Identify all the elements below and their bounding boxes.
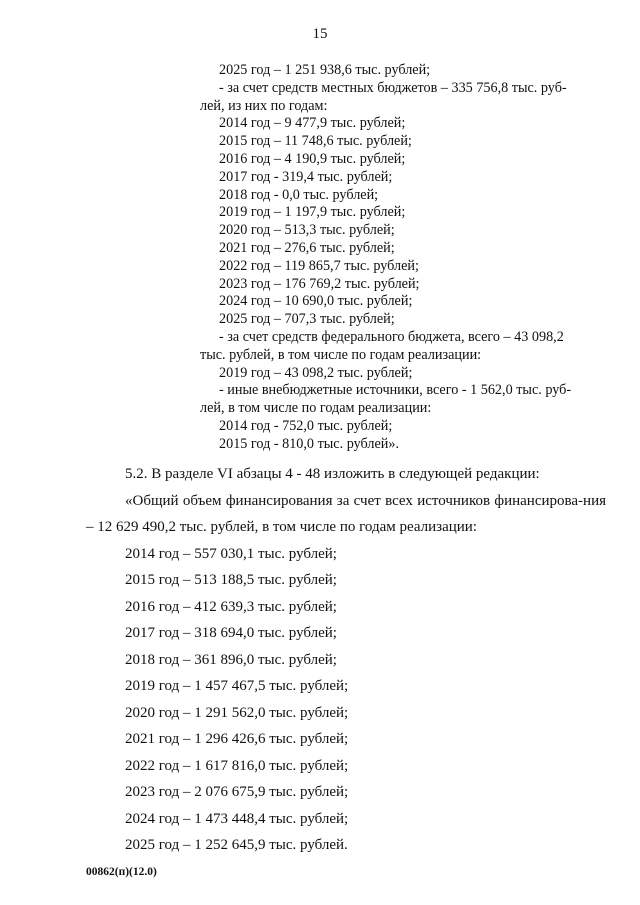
page-number: 15 (312, 26, 328, 42)
funding-line: - за счет средств местных бюджетов – 335 756,8 тыс. руб- (219, 79, 567, 96)
funding-line: - иные внебюджетные источники, всего - 1 562,0 тыс. руб- (219, 382, 572, 399)
funding-line: 2020 год – 513,3 тыс. рублей; (219, 222, 395, 239)
year-total-line: 2019 год – 1 457 467,5 тыс. рублей; (125, 678, 349, 694)
funding-continuation-block (200, 62, 600, 454)
year-total-line: 2017 год – 318 694,0 тыс. рублей; (125, 625, 337, 641)
section-heading: 5.2. В разделе VI абзацы 4 - 48 изложить в следующей редакции: (125, 466, 540, 482)
funding-line: лей, из них по годам: (200, 97, 328, 114)
funding-line: 2014 год - 752,0 тыс. рублей; (219, 417, 393, 434)
year-total-line: 2023 год – 2 076 675,9 тыс. рублей; (125, 784, 349, 800)
funding-line: 2022 год – 119 865,7 тыс. рублей; (219, 257, 419, 274)
funding-line: 2023 год – 176 769,2 тыс. рублей; (219, 275, 420, 292)
funding-line: 2015 год - 810,0 тыс. рублей». (219, 435, 399, 452)
funding-line: 2018 год - 0,0 тыс. рублей; (219, 186, 379, 203)
year-total-line: 2020 год – 1 291 562,0 тыс. рублей; (125, 704, 349, 721)
year-total-line: 2018 год – 361 896,0 тыс. рублей; (125, 651, 337, 668)
year-total-line: 2022 год – 1 617 816,0 тыс. рублей; (125, 757, 349, 774)
years-list (86, 541, 606, 859)
document-code: 00862(п)(12.0) (86, 866, 157, 878)
year-total-line: 2021 год – 1 296 426,6 тыс. рублей; (125, 731, 349, 747)
funding-line: 2016 год – 4 190,9 тыс. рублей; (219, 150, 406, 167)
funding-line: 2024 год – 10 690,0 тыс. рублей; (219, 293, 413, 310)
year-total-line: 2025 год – 1 252 645,9 тыс. рублей. (125, 837, 348, 853)
funding-line: 2019 год – 1 197,9 тыс. рублей; (219, 204, 406, 221)
funding-line: лей, в том числе по годам реализации: (200, 400, 432, 417)
funding-line: 2021 год – 276,6 тыс. рублей; (219, 239, 395, 256)
funding-line: 2025 год – 1 251 938,6 тыс. рублей; (219, 62, 431, 78)
year-total-line: 2014 год – 557 030,1 тыс. рублей; (125, 545, 337, 562)
funding-line: 2025 год – 707,3 тыс. рублей; (219, 311, 395, 328)
funding-line: - за счет средств федерального бюджета, всего – 43 098,2 (219, 328, 564, 345)
year-total-line: 2015 год – 513 188,5 тыс. рублей; (125, 572, 337, 588)
year-total-line: 2016 год – 412 639,3 тыс. рублей; (125, 598, 337, 615)
funding-line: 2015 год – 11 748,6 тыс. рублей; (219, 133, 412, 150)
year-total-line: 2024 год – 1 473 448,4 тыс. рублей; (125, 810, 349, 827)
funding-line: 2014 год – 9 477,9 тыс. рублей; (219, 115, 406, 132)
funding-line: 2017 год - 319,4 тыс. рублей; (219, 168, 393, 185)
funding-line: 2019 год – 43 098,2 тыс. рублей; (219, 364, 413, 381)
funding-line: тыс. рублей, в том числе по годам реализации: (200, 346, 482, 363)
section-6-amendment-block (86, 461, 606, 859)
intro-paragraph: «Общий объем финансирования за счет всех источников финансирова-ния – 12 629 490,2 тыс. рублей, в том числе по годам реализации: (86, 492, 606, 535)
